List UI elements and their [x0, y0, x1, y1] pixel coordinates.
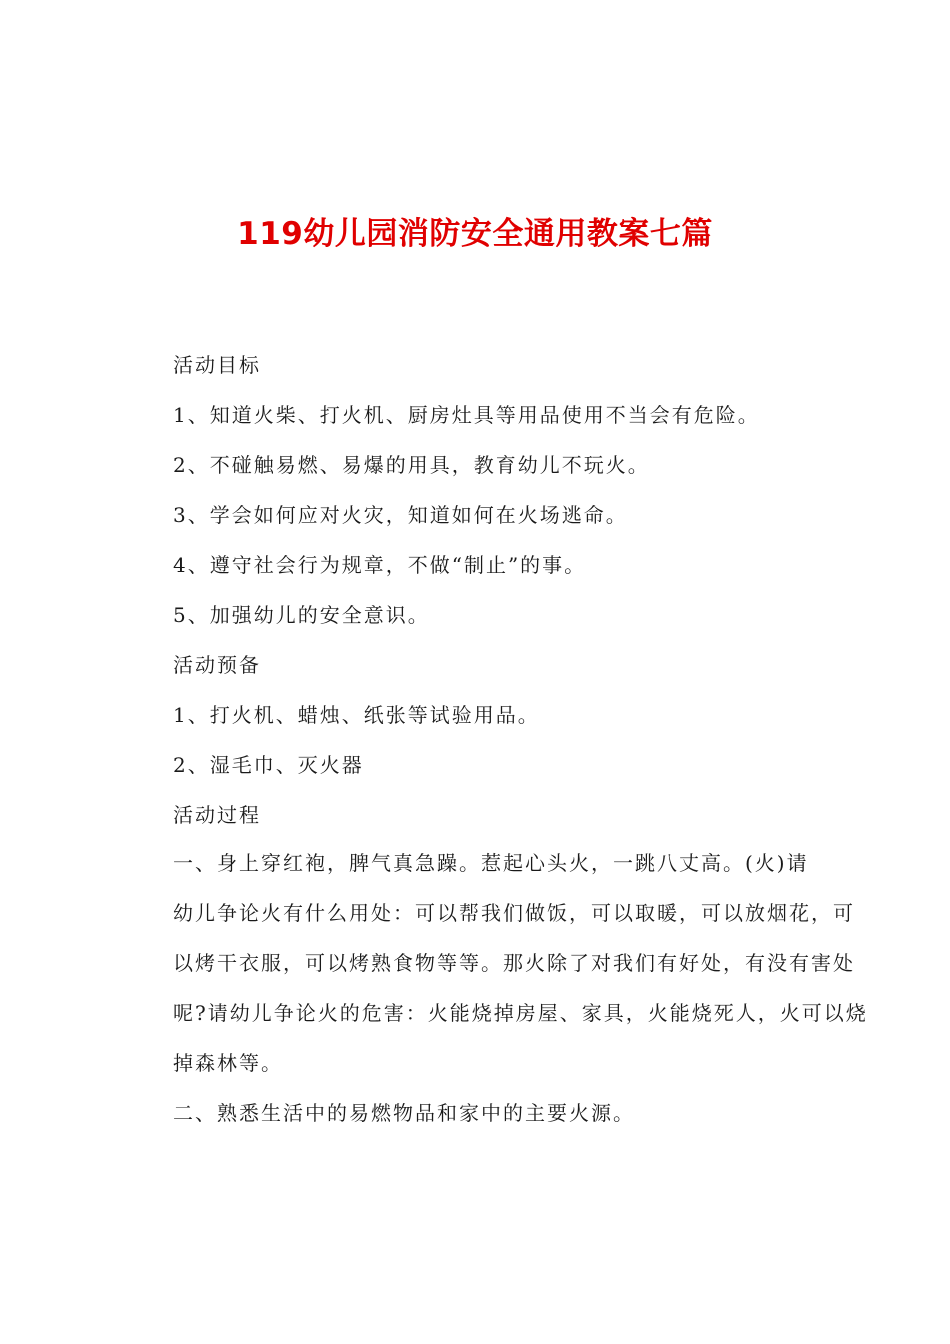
section-heading-goals: 活动目标 — [173, 353, 261, 377]
paragraph-line: 以烤干衣服，可以烤熟食物等等。那火除了对我们有好处，有没有害处 — [173, 951, 855, 975]
process-paragraph-2 — [173, 1088, 833, 1138]
paragraph-line: 二、熟悉生活中的易燃物品和家中的主要火源。 — [173, 1101, 635, 1125]
goal-item: 4、遵守社会行为规章，不做“制止”的事。 — [173, 553, 587, 577]
preparation-item: 1、打火机、蜡烛、纸张等试验用品。 — [173, 703, 540, 727]
section-heading-process: 活动过程 — [173, 803, 261, 827]
goal-item: 5、加强幼儿的安全意识。 — [173, 603, 430, 627]
document-title: 119幼儿园消防安全通用教案七篇 — [237, 216, 713, 252]
goal-item: 2、不碰触易燃、易爆的用具，教育幼儿不玩火。 — [173, 453, 650, 477]
document-body — [173, 340, 833, 840]
paragraph-line: 一、身上穿红袍，脾气真急躁。惹起心头火，一跳八丈高。(火)请 — [173, 851, 809, 875]
paragraph-line: 呢?请幼儿争论火的危害：火能烧掉房屋、家具，火能烧死人，火可以烧 — [173, 1001, 868, 1025]
paragraph-line: 幼儿争论火有什么用处：可以帮我们做饭，可以取暖，可以放烟花，可 — [173, 901, 855, 925]
goal-item: 3、学会如何应对火灾，知道如何在火场逃命。 — [173, 503, 628, 527]
preparation-item: 2、湿毛巾、灭火器 — [173, 753, 364, 777]
section-heading-preparation: 活动预备 — [173, 653, 261, 677]
process-paragraph-1 — [173, 838, 868, 1088]
paragraph-line: 掉森林等。 — [173, 1051, 283, 1075]
goal-item: 1、知道火柴、打火机、厨房灶具等用品使用不当会有危险。 — [173, 403, 760, 427]
